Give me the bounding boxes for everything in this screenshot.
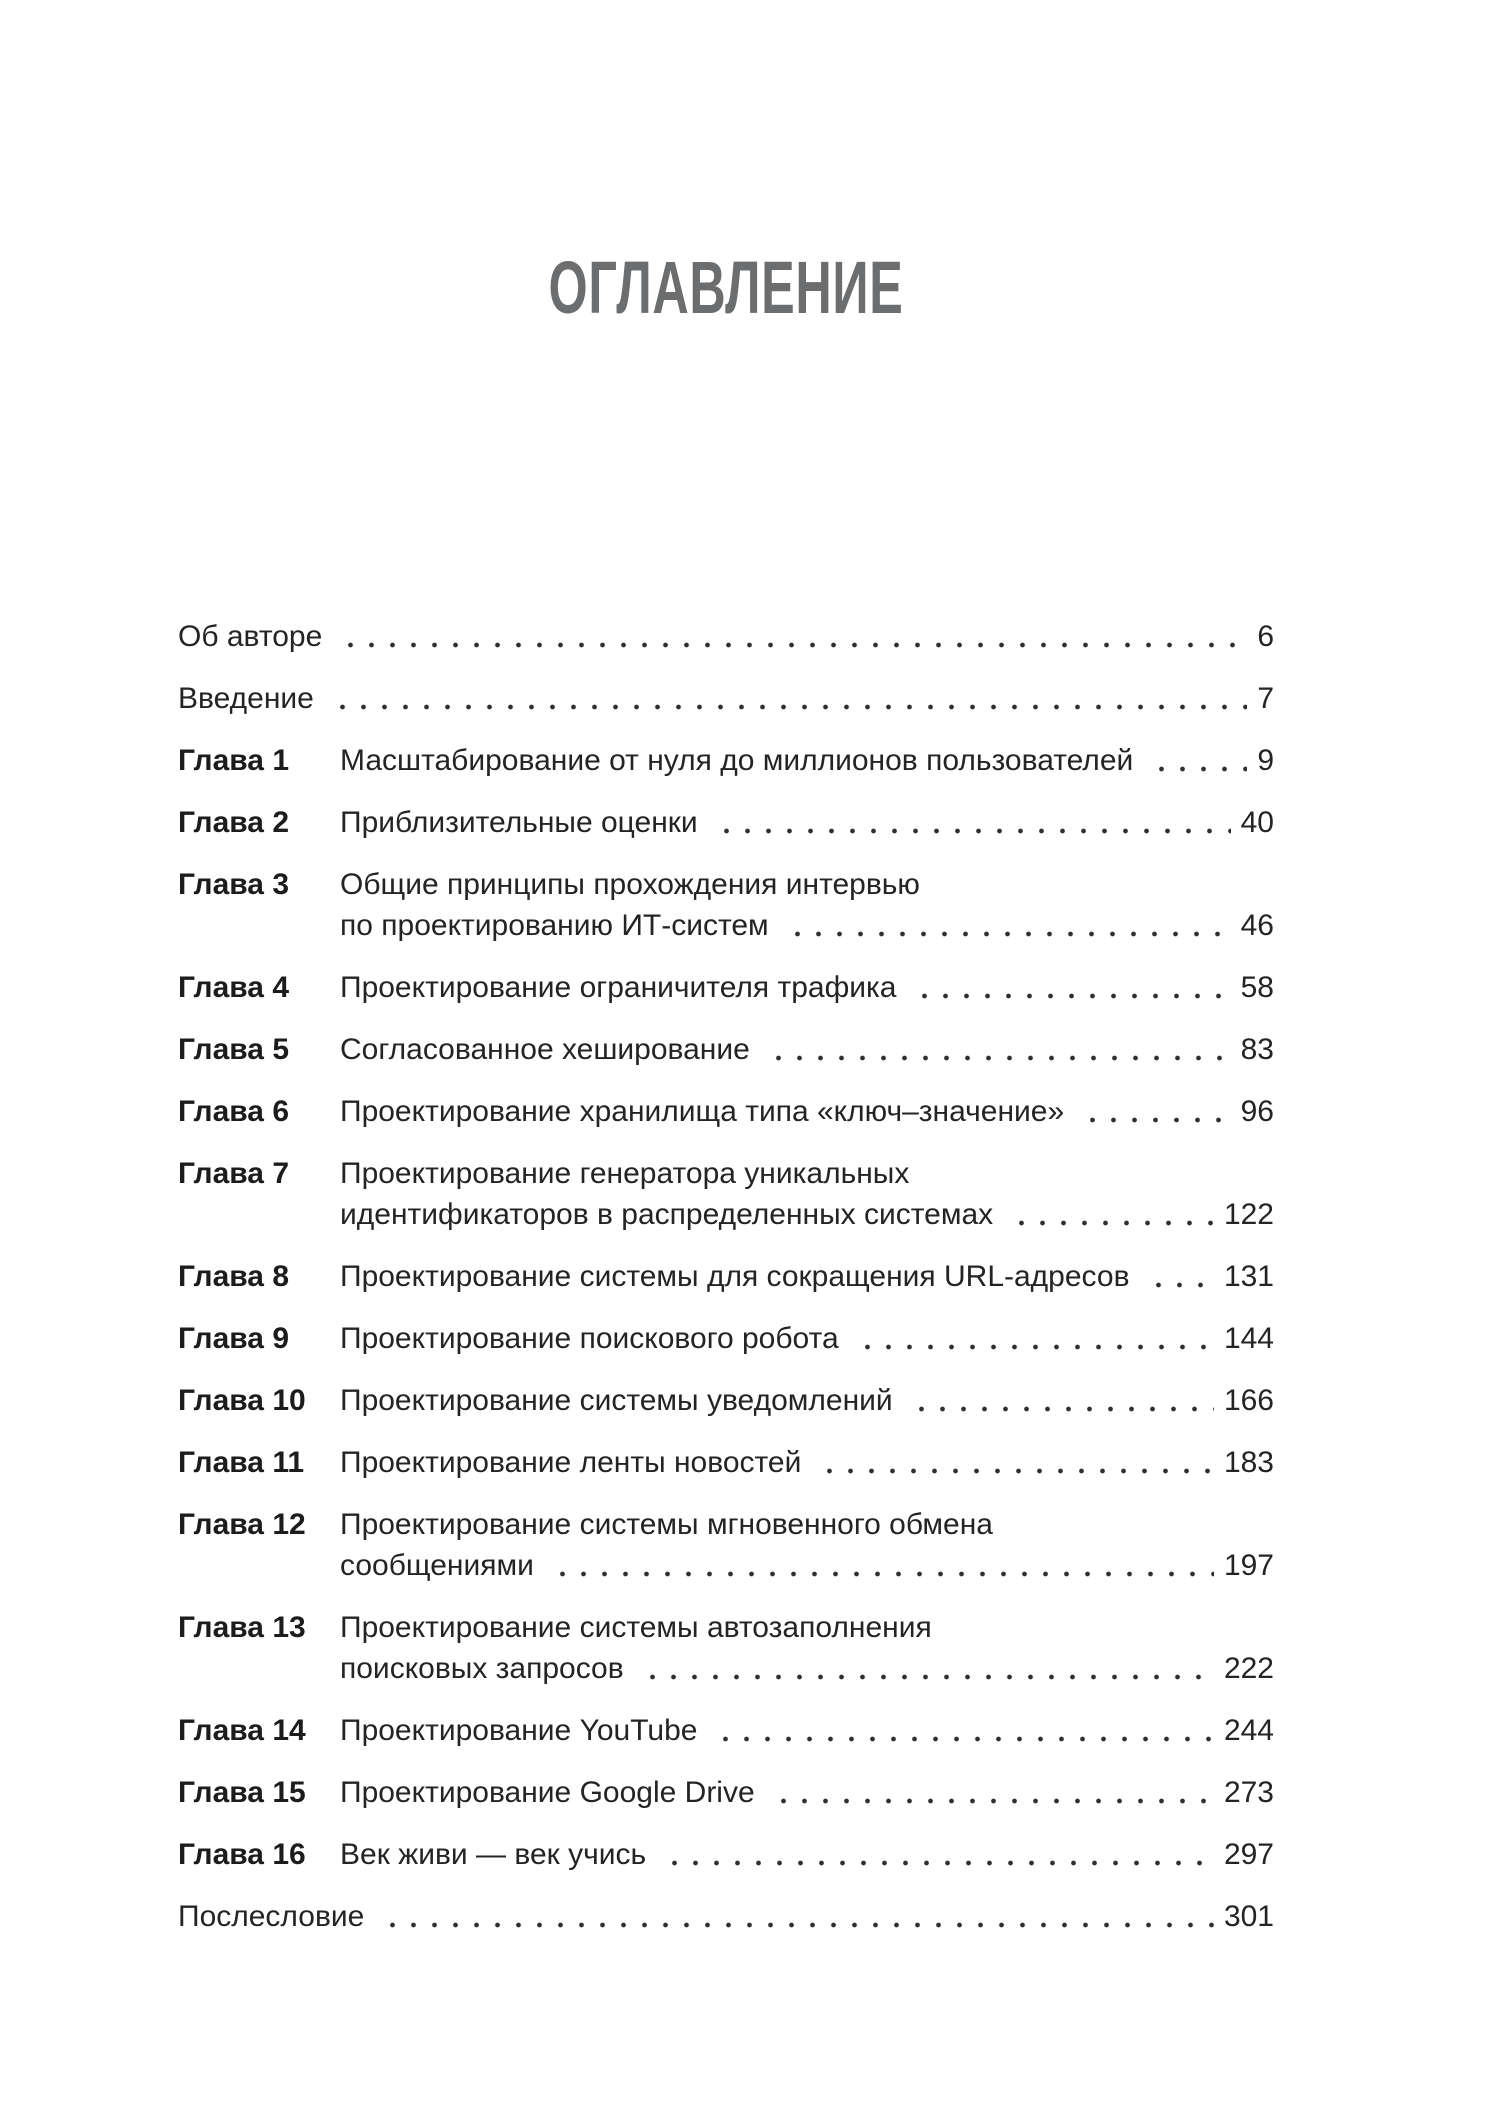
- toc-entry: [178, 1834, 1274, 1875]
- dot-leader: [638, 1648, 1214, 1689]
- toc-entry: [178, 967, 1274, 1008]
- dot-leader: [764, 1029, 1231, 1070]
- toc-entry-row: [178, 1194, 1274, 1235]
- toc-entry-page-number: 6: [1257, 620, 1274, 653]
- toc-entry: [178, 1772, 1274, 1813]
- dot-leader: [769, 1772, 1214, 1813]
- toc-entry-title: Приблизительные оценки: [340, 806, 698, 839]
- toc-entry-page-number: 7: [1257, 682, 1274, 715]
- toc-entry-row: [178, 1710, 1274, 1751]
- toc-entry-row: [178, 1648, 1274, 1689]
- toc-entry-row: [178, 616, 1274, 657]
- dot-leader: [548, 1545, 1214, 1586]
- page-content: [178, 0, 1274, 1958]
- dot-leader: [712, 802, 1231, 843]
- toc-entry-row: [178, 967, 1274, 1008]
- dot-leader: [660, 1834, 1214, 1875]
- toc-entry-title: Согласованное хеширование: [340, 1033, 750, 1066]
- toc-entry-row: [178, 1153, 1274, 1194]
- toc-entry-title: Проектирование генератора уникальных: [340, 1157, 910, 1190]
- toc-entry: [178, 740, 1274, 781]
- toc-entry-title: Проектирование поискового робота: [340, 1322, 839, 1355]
- dot-leader: [910, 967, 1230, 1008]
- toc-entry-title: Проектирование хранилища типа «ключ–значение»: [340, 1095, 1065, 1128]
- dot-leader: [378, 1896, 1214, 1937]
- toc-entry-page-number: 273: [1223, 1776, 1274, 1809]
- toc-entry: [178, 678, 1274, 719]
- toc-entry-label: Глава 2: [178, 806, 290, 839]
- toc-entry: [178, 802, 1274, 843]
- toc-entry-title: Проектирование системы для сокращения URL-адресов: [340, 1260, 1130, 1293]
- toc-entry-row: [178, 1504, 1274, 1545]
- toc-entry-label: Глава 14: [178, 1714, 306, 1747]
- dot-leader: [815, 1442, 1214, 1483]
- toc-entry-title: сообщениями: [340, 1549, 534, 1582]
- toc-entry-title: Проектирование системы автозаполнения: [340, 1611, 932, 1644]
- toc-entry-label: Глава 9: [178, 1322, 290, 1355]
- toc-entry-title: Проектирование ленты новостей: [340, 1446, 802, 1479]
- toc-entry-row: [178, 1896, 1274, 1937]
- toc-entry-page-number: 58: [1240, 971, 1274, 1004]
- toc-entry-title: Век живи — век учись: [340, 1838, 647, 1871]
- toc-entry: [178, 1442, 1274, 1483]
- toc-entry: [178, 1256, 1274, 1297]
- toc-entry-page-number: 96: [1240, 1095, 1274, 1128]
- toc-entry-row: [178, 1772, 1274, 1813]
- toc-entry-page-number: 144: [1223, 1322, 1274, 1355]
- toc-entry-label: Глава 16: [178, 1838, 306, 1871]
- toc-entry-row: [178, 740, 1274, 781]
- dot-leader: [1144, 1256, 1214, 1297]
- toc-entry: [178, 1318, 1274, 1359]
- toc-entry-label: Глава 7: [178, 1157, 290, 1190]
- table-of-contents: [178, 616, 1274, 1937]
- toc-entry-page-number: 166: [1223, 1384, 1274, 1417]
- page-title: ОГЛАВЛЕНИЕ: [548, 246, 904, 329]
- toc-entry-row: [178, 678, 1274, 719]
- toc-entry-label: Глава 11: [178, 1446, 305, 1479]
- toc-entry-row: [178, 1607, 1274, 1648]
- toc-entry-page-number: 183: [1223, 1446, 1274, 1479]
- toc-entry-label: Глава 6: [178, 1095, 290, 1128]
- dot-leader: [336, 616, 1247, 657]
- dot-leader: [783, 905, 1231, 946]
- dot-leader: [711, 1710, 1213, 1751]
- toc-entry: [178, 616, 1274, 657]
- toc-entry: [178, 1896, 1274, 1937]
- toc-entry-page-number: 40: [1240, 806, 1274, 839]
- toc-entry-label: Глава 3: [178, 868, 290, 901]
- toc-entry-title: идентификаторов в распределенных системах: [340, 1198, 994, 1231]
- toc-entry-title: поисковых запросов: [340, 1652, 624, 1685]
- toc-entry-title: Общие принципы прохождения интервью: [340, 868, 920, 901]
- toc-entry: [178, 864, 1274, 946]
- dot-leader: [328, 678, 1247, 719]
- toc-entry-row: [178, 1545, 1274, 1586]
- dot-leader: [1147, 740, 1247, 781]
- toc-entry-page-number: 301: [1223, 1900, 1274, 1933]
- toc-entry-row: [178, 1256, 1274, 1297]
- toc-entry-row: [178, 1318, 1274, 1359]
- toc-entry-page-number: 83: [1240, 1033, 1274, 1066]
- toc-entry-label: Глава 15: [178, 1776, 306, 1809]
- toc-entry-page-number: 197: [1223, 1549, 1274, 1582]
- toc-entry: [178, 1153, 1274, 1235]
- toc-entry-row: [178, 802, 1274, 843]
- dot-leader: [1007, 1194, 1214, 1235]
- toc-entry: [178, 1380, 1274, 1421]
- toc-entry-title: по проектированию ИТ-систем: [340, 909, 769, 942]
- toc-entry-page-number: 46: [1240, 909, 1274, 942]
- toc-entry-row: [178, 1380, 1274, 1421]
- toc-entry-page-number: 222: [1223, 1652, 1274, 1685]
- toc-entry: [178, 1504, 1274, 1586]
- toc-entry-label: Глава 10: [178, 1384, 306, 1417]
- toc-entry: [178, 1710, 1274, 1751]
- toc-entry-label: Глава 1: [178, 744, 290, 777]
- toc-entry-label: Об авторе: [178, 620, 323, 653]
- toc-entry-row: [178, 1029, 1274, 1070]
- toc-entry-page-number: 244: [1223, 1714, 1274, 1747]
- toc-entry-label: Глава 5: [178, 1033, 290, 1066]
- toc-entry-title: Проектирование YouTube: [340, 1714, 698, 1747]
- dot-leader: [853, 1318, 1214, 1359]
- toc-entry-row: [178, 905, 1274, 946]
- toc-entry: [178, 1029, 1274, 1070]
- toc-entry-row: [178, 1091, 1274, 1132]
- toc-entry-label: Глава 8: [178, 1260, 290, 1293]
- toc-entry-label: Глава 12: [178, 1508, 306, 1541]
- toc-entry-page-number: 131: [1223, 1260, 1274, 1293]
- toc-entry-title: Проектирование Google Drive: [340, 1776, 755, 1809]
- toc-entry-label: Глава 13: [178, 1611, 306, 1644]
- toc-entry-title: Проектирование системы мгновенного обмена: [340, 1508, 993, 1541]
- toc-entry: [178, 1091, 1274, 1132]
- toc-entry-page-number: 122: [1223, 1198, 1274, 1231]
- toc-entry-page-number: 9: [1257, 744, 1274, 777]
- toc-entry-label: Введение: [178, 682, 314, 715]
- toc-entry-page-number: 297: [1223, 1838, 1274, 1871]
- toc-entry-row: [178, 864, 1274, 905]
- dot-leader: [907, 1380, 1214, 1421]
- toc-entry: [178, 1607, 1274, 1689]
- toc-entry-title: Масштабирование от нуля до миллионов пользователей: [340, 744, 1134, 777]
- toc-entry-row: [178, 1834, 1274, 1875]
- toc-entry-title: Проектирование ограничителя трафика: [340, 971, 897, 1004]
- toc-entry-row: [178, 1442, 1274, 1483]
- dot-leader: [1078, 1091, 1230, 1132]
- toc-entry-title: Проектирование системы уведомлений: [340, 1384, 893, 1417]
- toc-entry-label: Глава 4: [178, 971, 290, 1004]
- toc-entry-label: Послесловие: [178, 1900, 365, 1933]
